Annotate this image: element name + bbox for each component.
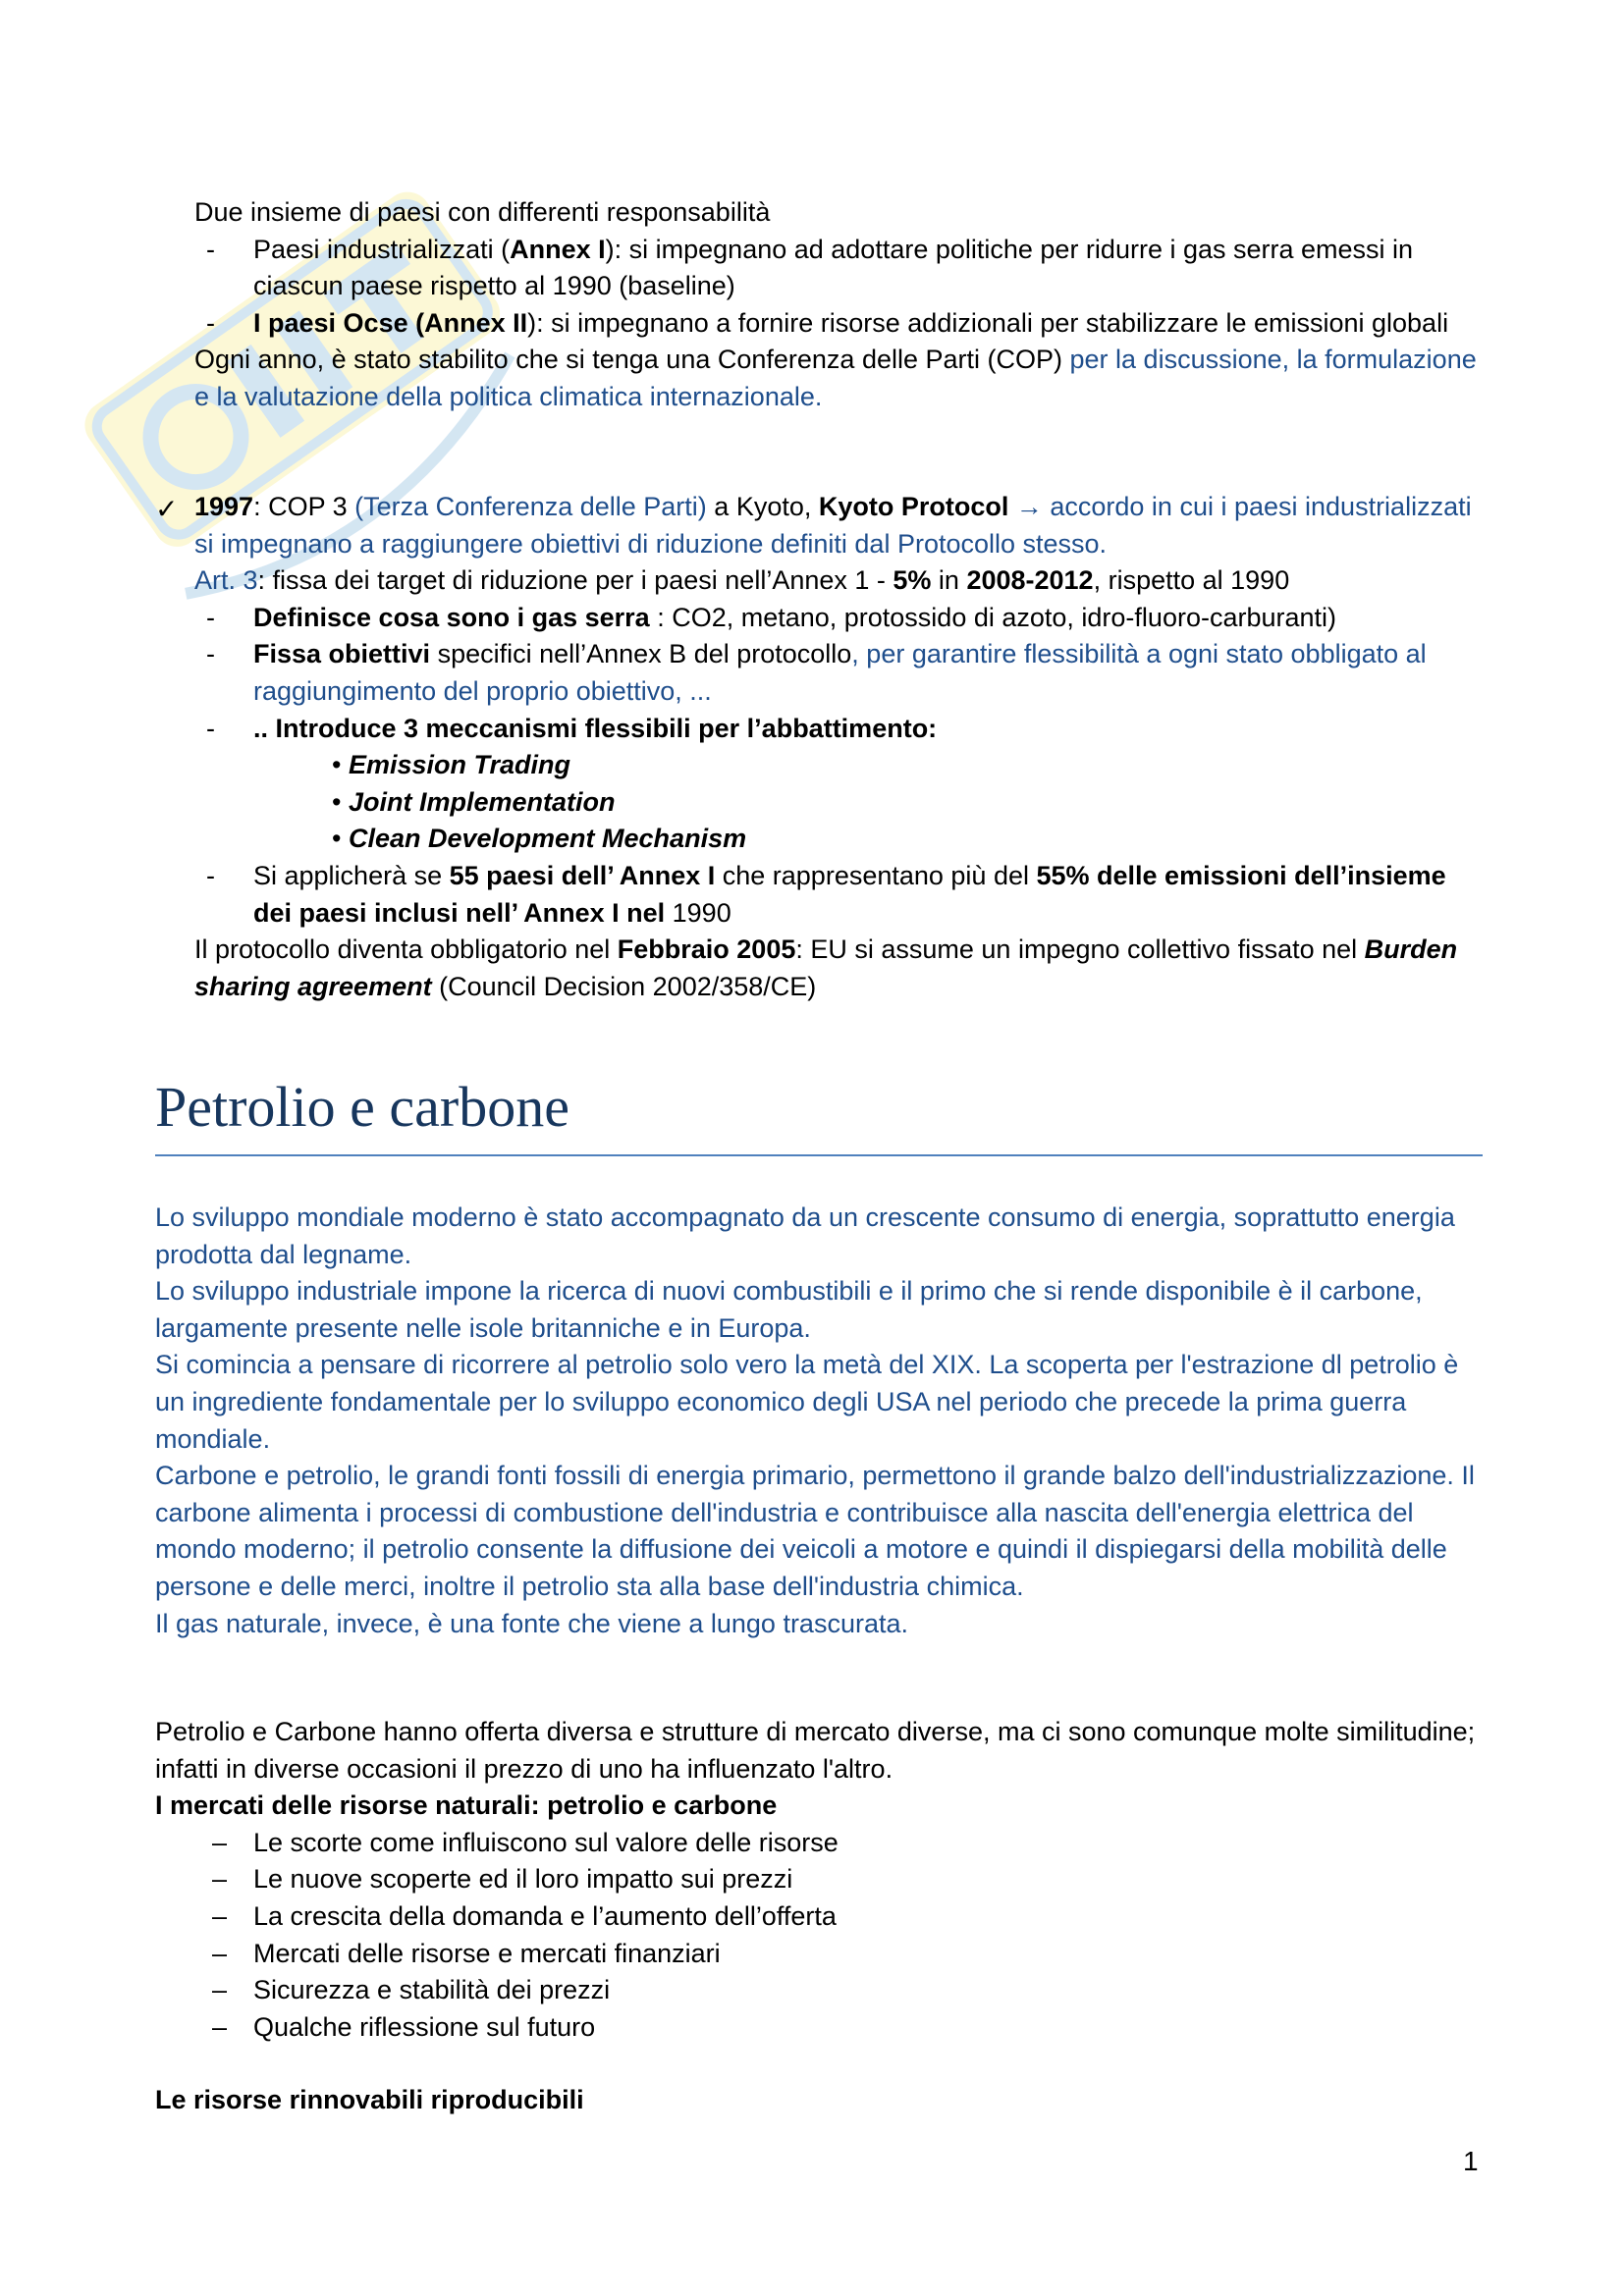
intro-block — [194, 194, 1490, 416]
history-block — [155, 1200, 1490, 1642]
intro-bullet: - Paesi industrializzati (Annex I): si impegnano ad adottare politiche per ridurre i gas serra emessi in ciascun paese rispetto al 1990 (baseline) — [194, 232, 1490, 305]
dash-marker: – — [212, 1827, 228, 1857]
dash-marker: – — [212, 1864, 228, 1895]
mechanism-item: • Emission Trading — [332, 750, 571, 780]
market-item: – Sicurezza e stabilità dei prezzi — [155, 1972, 1490, 2009]
paragraph: Il gas naturale, invece, è una fonte che viene a lungo trascurata. — [155, 1608, 908, 1638]
mechanism-item: • Joint Implementation — [332, 786, 616, 817]
dash-marker: - — [206, 602, 215, 632]
intro-bullet: - I paesi Ocse (Annex II): si impegnano a fornire risorse addizionali per stabilizzare le emissioni globali — [194, 305, 1490, 343]
paragraph: Lo sviluppo mondiale moderno è stato accompagnato da un crescente consumo di energia, soprattutto energia prodotta dal legname. — [155, 1202, 1455, 1269]
dash-marker: - — [206, 307, 215, 338]
paragraph: Carbone e petrolio, le grandi fonti fossili di energia primario, permettono il grande balzo dell'industrializzazione. Il carbone alimenta i processi di combustione dell'industria e contribuisce alla nascita dell'energia elettrica del mondo moderno; il petrolio consente la diffusione dei veicoli a motore e quindi il dispiegarsi della mobilità delle persone e delle merci, inoltre il petrolio sta alla base dell'industria chimica. — [155, 1461, 1475, 1601]
paragraph: Lo sviluppo industriale impone la ricerca di nuovi combustibili e il primo che si rende disponibile è il carbone, largamente presente nelle isole britanniche e in Europa. — [155, 1276, 1423, 1343]
section-title: Petrolio e carbone — [155, 1075, 569, 1139]
kyoto-bullet: - Definisce cosa sono i gas serra : CO2, metano, protossido di azoto, idro-fluoro-carburanti) — [194, 600, 1490, 637]
dash-marker: - — [206, 713, 215, 743]
paragraph: Si comincia a pensare di ricorrere al petrolio solo vero la metà del XIX. La scoperta per l'estrazione dl petrolio è un ingrediente fondamentale per lo sviluppo economico degli USA nel periodo che precede la prima guerra mondiale. — [155, 1350, 1459, 1454]
kyoto-block — [194, 489, 1490, 1005]
markets-block — [155, 1714, 1490, 2119]
art3-line: Art. 3: fissa dei target di riduzione per i paesi nell’Annex 1 - 5% in 2008-2012, rispetto al 1990 — [194, 565, 1290, 596]
market-item: – Mercati delle risorse e mercati finanziari — [155, 1936, 1490, 1973]
page-number: 1 — [1463, 2146, 1479, 2176]
closing-paragraph: Il protocollo diventa obbligatorio nel Febbraio 2005: EU si assume un impegno collettivo fissato nel Burden sharing agreement (Council Decision 2002/358/CE) — [194, 934, 1458, 1001]
markets-intro: Petrolio e Carbone hanno offerta diversa e strutture di mercato diverse, ma ci sono comunque molte similitudine; infatti in diverse occasioni il prezzo di uno ha influenzato l'altro. — [155, 1717, 1476, 1784]
kyoto-bullet: - .. Introduce 3 meccanismi flessibili per l’abbattimento: — [194, 711, 1490, 748]
market-item: – Le nuove scoperte ed il loro impatto sui prezzi — [155, 1861, 1490, 1898]
check-icon: ✓ — [155, 494, 179, 524]
dash-marker: - — [206, 860, 215, 890]
dash-marker: – — [212, 1975, 228, 2005]
markets-heading: I mercati delle risorse naturali: petrolio e carbone — [155, 1790, 778, 1821]
market-item: – Le scorte come influiscono sul valore delle risorse — [155, 1825, 1490, 1862]
market-item: – Qualche riflessione sul futuro — [155, 2009, 1490, 2047]
dash-marker: - — [206, 639, 215, 669]
kyoto-intro: 1997: COP 3 (Terza Conferenza delle Parti) a Kyoto, Kyoto Protocol → accordo in cui i paesi industrializzati si impegnano a raggiungere obiettivi di riduzione definiti dal Protocollo stesso. — [194, 492, 1472, 559]
cop-paragraph: Ogni anno, è stato stabilito che si tenga una Conferenza delle Parti (COP) per la discussione, la formulazione e la valutazione della politica climatica internazionale. — [194, 345, 1477, 411]
dash-marker: – — [212, 1938, 228, 1968]
kyoto-bullet: - Fissa obiettivi specifici nell’Annex B del protocollo, per garantire flessibilità a ogni stato obbligato al raggiungimento del proprio obiettivo, ... — [194, 636, 1490, 710]
renewables-heading: Le risorse rinnovabili riproducibili — [155, 2085, 584, 2115]
kyoto-bullet: - Si applicherà se 55 paesi dell’ Annex I che rappresentano più del 55% delle emissioni dell’insieme dei paesi inclusi nell’ Annex I nel 1990 — [194, 858, 1490, 932]
title-underline — [155, 1154, 1483, 1156]
dash-marker: – — [212, 1900, 228, 1931]
market-item: – La crescita della domanda e l’aumento dell’offerta — [155, 1898, 1490, 1936]
mechanism-item: • Clean Development Mechanism — [332, 824, 747, 854]
intro-heading: Due insieme di paesi con differenti responsabilità — [194, 197, 771, 227]
dash-marker: - — [206, 234, 215, 264]
dash-marker: – — [212, 2011, 228, 2042]
